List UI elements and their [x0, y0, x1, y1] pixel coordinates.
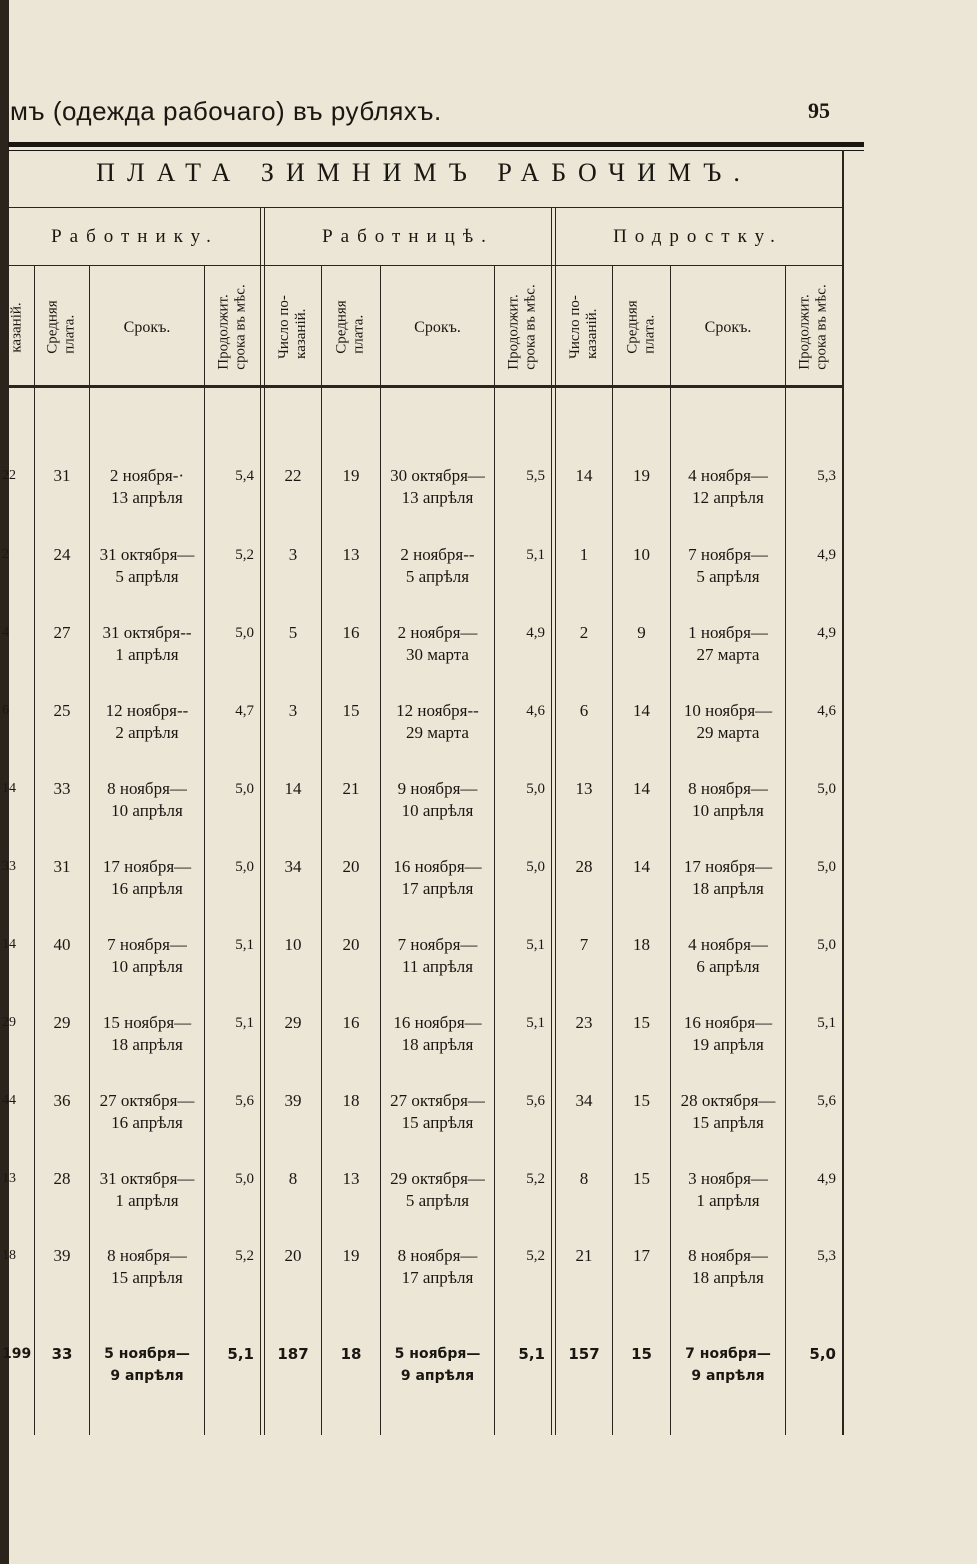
- cell-t-avg: 14: [633, 857, 650, 876]
- cell-m-period: [90, 1090, 204, 1134]
- cell-t-avg: 9: [637, 623, 646, 642]
- cell-t-dur: 4,6: [817, 703, 836, 719]
- cell-line: 28 октября—: [680, 1091, 776, 1110]
- col-head-men-duration: Продолжит. срока въ мѣс.: [215, 284, 249, 370]
- cell-m-avg: 29: [53, 1013, 71, 1032]
- cell-m-dur: 4,7: [235, 703, 254, 719]
- cell-m-period: [90, 544, 204, 588]
- cell-line: 8 ноября—: [107, 1246, 187, 1265]
- cell-line: 8 ноября—: [397, 1246, 478, 1265]
- cell-t-avg: 15: [633, 1013, 650, 1032]
- cell-t-dur: 5,0: [817, 859, 836, 875]
- cell-w-period: [381, 1012, 494, 1056]
- cell-t-period: [671, 1245, 785, 1289]
- header-rule-thin: [8, 150, 864, 151]
- cell-w-dur: 5,2: [526, 1171, 545, 1187]
- cell-t-period: [671, 1168, 785, 1212]
- cell-m-avg: 40: [53, 935, 71, 954]
- running-head: мъ (одежда рабочаго) въ рубляхъ.: [10, 96, 442, 126]
- cell-m-period: [90, 856, 204, 900]
- cell-w-dur: 4,6: [526, 703, 545, 719]
- col-head-teens-duration: Продолжит. срока въ мѣс.: [797, 284, 831, 370]
- cell-t-count: 14: [575, 466, 593, 485]
- cell-line: 7 ноября—: [107, 935, 187, 954]
- cell-w-count: 3: [288, 701, 298, 720]
- cell-line: 10 апрѣля: [111, 957, 183, 976]
- cell-w-count: 8: [288, 1169, 298, 1188]
- cell-m-period: [90, 1168, 204, 1212]
- cell-line: 27 октября—: [99, 1091, 195, 1110]
- cell-t-avg: 15: [633, 1169, 650, 1188]
- cell-line: 9 ноября—: [397, 779, 478, 798]
- cell-line: 18 апрѣля: [111, 1035, 183, 1054]
- cell-m-dur: 5,0: [235, 625, 254, 641]
- cell-t-period: [671, 544, 785, 588]
- cell-w-count: 39: [284, 1091, 302, 1110]
- cell-m-period: [90, 934, 204, 978]
- cell-line: 18 апрѣля: [692, 879, 764, 898]
- cell-w-period: [381, 934, 494, 978]
- cell-m-count: 199: [2, 1346, 32, 1362]
- cell-w-avg: 16: [342, 623, 360, 642]
- cell-m-period: [90, 1012, 204, 1056]
- cell-t-period: [671, 1090, 785, 1134]
- cell-line: 4 ноября—: [688, 466, 768, 485]
- cell-line: 9 апрѣля: [400, 1368, 475, 1384]
- cell-w-dur: 5,2: [526, 1248, 545, 1264]
- cell-line: 31 октября—: [99, 545, 195, 564]
- cell-m-avg: 28: [53, 1169, 71, 1188]
- cell-w-avg: 13: [342, 545, 360, 564]
- cell-m-avg: 31: [53, 466, 71, 485]
- cell-t-count: 2: [579, 623, 589, 642]
- cell-t-dur: 5,1: [817, 1015, 836, 1031]
- group-head-teens: Подростку.: [613, 226, 783, 247]
- cell-line: 17 апрѣля: [401, 879, 474, 898]
- cell-w-period: [381, 1090, 494, 1134]
- cell-m-count: 14: [2, 781, 16, 796]
- cell-line: 12 апрѣля: [692, 488, 764, 507]
- cell-line: 2 апрѣля: [115, 723, 179, 742]
- cell-t-count: 23: [575, 1013, 593, 1032]
- cell-t-avg: 18: [633, 935, 650, 954]
- cell-t-count: 7: [579, 935, 589, 954]
- cell-t-count: 8: [579, 1169, 589, 1188]
- cell-line: 1 ноября—: [688, 623, 768, 642]
- cell-t-avg: 19: [633, 466, 650, 485]
- group-head-men: Работнику.: [51, 226, 219, 247]
- cell-t-dur: 5,3: [817, 1248, 836, 1264]
- cell-line: 10 ноября—: [683, 701, 773, 720]
- cell-w-period: [381, 1343, 494, 1387]
- cell-line: 1 апрѣля: [115, 1191, 179, 1210]
- cell-m-dur: 5,0: [235, 859, 254, 875]
- cell-t-dur: 4,9: [817, 1171, 836, 1187]
- cell-line: 9 апрѣля: [110, 1368, 184, 1384]
- group-separator: [260, 207, 261, 1435]
- cell-m-period: [90, 700, 204, 744]
- col-head-women-period: Срокъ.: [414, 318, 461, 336]
- cell-line: 5 апрѣля: [115, 567, 179, 586]
- cell-w-avg: 18: [340, 1345, 362, 1363]
- cell-t-dur: 5,3: [817, 468, 836, 484]
- cell-t-period: [671, 700, 785, 744]
- cell-w-period: [381, 1168, 494, 1212]
- cell-m-count: 14: [2, 937, 16, 952]
- cell-t-count: 28: [575, 857, 593, 876]
- cell-w-count: 20: [284, 1246, 302, 1265]
- cell-m-dur: 5,2: [235, 1248, 254, 1264]
- cell-line: 7 ноября—: [688, 545, 768, 564]
- cell-m-count: 4: [2, 625, 9, 640]
- group-head-women: Работницѣ.: [322, 226, 494, 247]
- table-title: ПЛАТА ЗИМНИМЪ РАБОЧИМЪ.: [96, 158, 752, 187]
- cell-w-count: 22: [284, 466, 302, 485]
- cell-m-dur: 5,6: [235, 1093, 254, 1109]
- cell-line: 27 октября—: [390, 1091, 485, 1110]
- cell-w-period: [381, 544, 494, 588]
- col-head-women-count: Число по- казаній.: [276, 295, 310, 359]
- cell-m-avg: 33: [53, 779, 71, 798]
- cell-line: 7 ноября—: [397, 935, 478, 954]
- cell-t-avg: 14: [633, 701, 650, 720]
- cell-t-avg: 15: [633, 1091, 650, 1110]
- cell-line: 1 апрѣля: [696, 1191, 760, 1210]
- cell-line: 8 ноября—: [688, 1246, 768, 1265]
- cell-m-avg: 24: [53, 545, 71, 564]
- cell-line: 2 ноября—: [397, 623, 478, 642]
- cell-w-avg: 18: [342, 1091, 360, 1110]
- cell-m-count: 13: [2, 1171, 16, 1186]
- cell-t-period: [671, 622, 785, 666]
- cell-m-avg: 36: [53, 1091, 71, 1110]
- cell-line: 16 апрѣля: [111, 1113, 183, 1132]
- cell-w-count: 10: [284, 935, 302, 954]
- cell-t-count: 6: [579, 701, 589, 720]
- cell-line: 30 марта: [406, 645, 469, 664]
- cell-line: 1 апрѣля: [115, 645, 179, 664]
- page-number: 95: [808, 98, 830, 123]
- cell-t-avg: 14: [633, 779, 650, 798]
- cell-m-avg: 27: [53, 623, 71, 642]
- cell-m-count: 29: [2, 1015, 16, 1030]
- col-head-men-avg: Средняя плата.: [45, 300, 78, 354]
- cell-line: 8 ноября—: [107, 779, 187, 798]
- cell-w-avg: 20: [342, 857, 360, 876]
- cell-t-count: 157: [568, 1345, 600, 1363]
- cell-line: 18 апрѣля: [401, 1035, 474, 1054]
- group-rule: [8, 265, 842, 266]
- cell-m-dur: 5,0: [235, 1171, 254, 1187]
- cell-m-period: [90, 1343, 204, 1387]
- cell-t-avg: 17: [633, 1246, 650, 1265]
- cell-w-period: [381, 856, 494, 900]
- cell-line: 27 марта: [696, 645, 760, 664]
- cell-w-avg: 19: [342, 1246, 360, 1265]
- cell-t-count: 34: [575, 1091, 593, 1110]
- cell-line: 15 апрѣля: [401, 1113, 474, 1132]
- cell-w-count: 3: [288, 545, 298, 564]
- cell-w-dur: 5,5: [526, 468, 545, 484]
- cell-m-dur: 5,0: [235, 781, 254, 797]
- cell-w-avg: 15: [342, 701, 360, 720]
- cell-t-count: 21: [575, 1246, 593, 1265]
- cell-line: 5 апрѣля: [696, 567, 760, 586]
- cell-line: 16 ноября—: [683, 1013, 773, 1032]
- cell-line: 19 апрѣля: [692, 1035, 764, 1054]
- cell-line: 10 апрѣля: [111, 801, 183, 820]
- cell-t-period: [671, 778, 785, 822]
- title-rule: [8, 207, 842, 208]
- cell-line: 13 апрѣля: [111, 488, 183, 507]
- cell-line: 2 ноября--: [400, 545, 475, 564]
- cell-line: 5 ноября—: [394, 1346, 481, 1362]
- cell-t-dur: 5,0: [817, 937, 836, 953]
- cell-line: 16 ноября—: [393, 1013, 482, 1032]
- cell-m-period: [90, 465, 204, 509]
- cell-t-period: [671, 934, 785, 978]
- cell-line: 10 апрѣля: [692, 801, 764, 820]
- col-head-teens-count: Число по- казаній.: [567, 295, 601, 359]
- cell-line: 15 апрѣля: [692, 1113, 764, 1132]
- cell-line: 9 апрѣля: [691, 1368, 765, 1384]
- cell-line: 30 октября—: [390, 466, 485, 485]
- cell-line: 17 ноября—: [102, 857, 192, 876]
- cell-line: 4 ноября—: [688, 935, 768, 954]
- cell-w-count: 5: [288, 623, 298, 642]
- cell-m-count: 2: [2, 547, 9, 562]
- cell-line: 13 апрѣля: [401, 488, 474, 507]
- col-head-teens-avg: Средняя плата.: [624, 300, 658, 354]
- cell-t-count: 13: [575, 779, 593, 798]
- table-right-border: [842, 150, 844, 1435]
- cell-m-count: 33: [2, 859, 16, 874]
- cell-w-dur: 5,1: [518, 1345, 545, 1363]
- col-head-men-count: казаній.: [8, 301, 25, 353]
- cell-m-dur: 5,1: [227, 1345, 254, 1363]
- cell-w-avg: 13: [342, 1169, 360, 1188]
- cell-w-count: 29: [284, 1013, 302, 1032]
- cell-line: 11 апрѣля: [401, 957, 474, 976]
- col-head-women-duration: Продолжит. срока въ мѣс.: [506, 284, 540, 370]
- cell-m-dur: 5,4: [235, 468, 254, 484]
- cell-w-period: [381, 622, 494, 666]
- cell-t-dur: 5,0: [817, 781, 836, 797]
- cell-line: 5 ноября—: [104, 1346, 190, 1362]
- cell-t-avg: 10: [633, 545, 650, 564]
- cell-t-dur: 5,0: [809, 1345, 836, 1363]
- cell-m-count: 18: [2, 1248, 16, 1263]
- cell-line: 15 апрѣля: [111, 1268, 183, 1287]
- cell-m-count: 44: [2, 1093, 16, 1108]
- cell-line: 3 ноября—: [688, 1169, 768, 1188]
- col-head-women-avg: Средняя плата.: [334, 300, 367, 354]
- cell-m-avg: 33: [51, 1345, 73, 1363]
- cell-line: 17 ноября—: [683, 857, 773, 876]
- cell-m-period: [90, 778, 204, 822]
- col-head-teens-period: Срокъ.: [704, 318, 752, 336]
- cell-w-dur: 5,1: [526, 547, 545, 563]
- cell-w-count: 14: [284, 779, 302, 798]
- cell-t-avg: 15: [631, 1345, 652, 1363]
- cell-line: 31 октября--: [102, 623, 192, 642]
- cell-w-period: [381, 465, 494, 509]
- col-head-men-period: Срокъ.: [123, 318, 171, 336]
- cell-t-period: [671, 1343, 785, 1387]
- cell-line: 10 апрѣля: [401, 801, 474, 820]
- cell-line: 12 ноября--: [396, 701, 479, 720]
- cell-t-dur: 4,9: [817, 625, 836, 641]
- cell-t-dur: 5,6: [817, 1093, 836, 1109]
- cell-m-period: [90, 622, 204, 666]
- cell-line: 17 апрѣля: [401, 1268, 474, 1287]
- cell-line: 2 ноября-·: [109, 466, 185, 485]
- cell-m-dur: 5,1: [235, 937, 254, 953]
- cell-line: 16 апрѣля: [111, 879, 183, 898]
- cell-line: 29 марта: [696, 723, 760, 742]
- cell-m-avg: 25: [53, 701, 71, 720]
- cell-w-period: [381, 778, 494, 822]
- cell-line: 29 марта: [406, 723, 469, 742]
- cell-w-dur: 5,6: [526, 1093, 545, 1109]
- cell-w-dur: 4,9: [526, 625, 545, 641]
- cell-w-count: 34: [284, 857, 302, 876]
- cell-w-avg: 16: [342, 1013, 360, 1032]
- cell-line: 7 ноября—: [685, 1346, 771, 1362]
- cell-t-count: 1: [579, 545, 589, 564]
- cell-line: 31 октября—: [99, 1169, 195, 1188]
- cell-line: 5 апрѣля: [405, 567, 470, 586]
- cell-w-dur: 5,0: [526, 859, 545, 875]
- cell-line: 5 апрѣля: [405, 1191, 470, 1210]
- cell-t-period: [671, 856, 785, 900]
- group-separator: [551, 207, 552, 1435]
- cell-w-dur: 5,0: [526, 781, 545, 797]
- cell-m-avg: 31: [53, 857, 71, 876]
- cell-w-dur: 5,1: [526, 1015, 545, 1031]
- cell-w-dur: 5,1: [526, 937, 545, 953]
- cell-line: 16 ноября—: [393, 857, 482, 876]
- cell-w-period: [381, 700, 494, 744]
- cell-t-period: [671, 1012, 785, 1056]
- cell-m-count: 22: [2, 468, 16, 483]
- cell-line: 12 ноября--: [105, 701, 189, 720]
- cell-w-period: [381, 1245, 494, 1289]
- cell-line: 6 апрѣля: [696, 957, 760, 976]
- cell-line: 29 октября—: [390, 1169, 485, 1188]
- cell-w-count: 187: [277, 1345, 309, 1363]
- cell-line: 18 апрѣля: [692, 1268, 764, 1287]
- cell-t-period: [671, 465, 785, 509]
- header-rule: [8, 142, 864, 147]
- cell-m-dur: 5,1: [235, 1015, 254, 1031]
- cell-line: 8 ноября—: [688, 779, 768, 798]
- cell-m-dur: 5,2: [235, 547, 254, 563]
- cell-m-count: 6: [2, 703, 9, 718]
- cell-w-avg: 19: [342, 466, 360, 485]
- cell-t-dur: 4,9: [817, 547, 836, 563]
- cell-m-period: [90, 1245, 204, 1289]
- cell-w-avg: 21: [342, 779, 360, 798]
- cell-line: 15 ноября—: [102, 1013, 192, 1032]
- cell-m-avg: 39: [53, 1246, 71, 1265]
- cell-w-avg: 20: [342, 935, 360, 954]
